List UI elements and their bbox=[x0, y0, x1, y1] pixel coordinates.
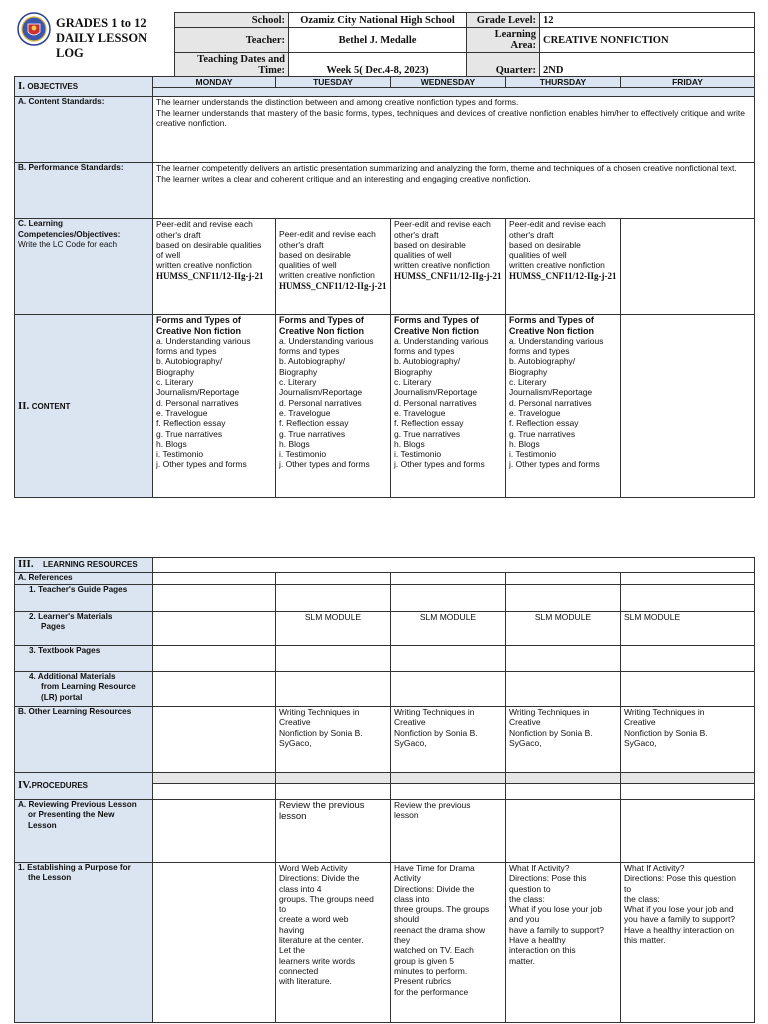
content-list-item: h. Blogs bbox=[509, 438, 540, 449]
procedure-line: What if you lose your job bbox=[509, 904, 603, 915]
procedure-line: interaction on this bbox=[509, 945, 576, 956]
resource-line: SyGaco, bbox=[624, 737, 657, 748]
content-list-item: j. Other types and forms bbox=[509, 459, 600, 470]
content-list-item: a. Understanding various bbox=[279, 335, 374, 346]
teacher-label: Teacher: bbox=[175, 28, 289, 53]
resource-line: Nonfiction by Sonia B. bbox=[279, 727, 363, 738]
resource-line: Creative bbox=[279, 717, 311, 728]
content-list-item: forms and types bbox=[394, 346, 455, 357]
grade-value: 12 bbox=[540, 13, 755, 28]
procedure-line: What If Activity? bbox=[509, 863, 570, 873]
title-line-1: GRADES 1 to 12 bbox=[56, 16, 147, 30]
content-header: II. CONTENT bbox=[15, 315, 153, 498]
module-tuesday: SLM MODULE bbox=[276, 612, 391, 646]
content-list-item: f. Reflection essay bbox=[509, 418, 579, 429]
procedure-line: to bbox=[624, 883, 632, 894]
content-list-item: b. Autobiography/ bbox=[509, 356, 576, 367]
lc-friday bbox=[621, 219, 755, 315]
content-list-item: e. Travelogue bbox=[279, 407, 331, 418]
resource-line: Nonfiction by Sonia B. bbox=[509, 727, 593, 738]
procedure-line: Let the bbox=[279, 945, 305, 956]
dates-label: Teaching Dates and Time: bbox=[175, 53, 289, 78]
content-list-item: c. Literary bbox=[279, 377, 317, 388]
lc-monday: Peer-edit and revise each other's draft based on desirable qualities of well written creative nonfiction HUMSS_CNF11/12-IIg-j-21 bbox=[153, 219, 276, 315]
content-list-item: d. Personal narratives bbox=[394, 397, 477, 408]
page-title bbox=[56, 16, 176, 61]
resource-line: SyGaco, bbox=[279, 737, 312, 748]
resources-header: III. LEARNING RESOURCES bbox=[15, 558, 153, 573]
content-list-item: b. Autobiography/ bbox=[279, 356, 346, 367]
module-wednesday: SLM MODULE bbox=[391, 612, 506, 646]
content-list-item: b. Autobiography/ bbox=[394, 356, 461, 367]
content-list-item: Journalism/Reportage bbox=[156, 387, 240, 398]
lc-tuesday: Peer-edit and revise each other's draft based on desirable qualities of well written creative nonfiction HUMSS_CNF11/12-IIg-j-21 bbox=[276, 219, 391, 315]
content-list-item: forms and types bbox=[279, 346, 340, 357]
learners-materials-label: 2. Learner's Materials Pages bbox=[15, 612, 153, 646]
content-list-item: e. Travelogue bbox=[509, 407, 561, 418]
content-list-item: f. Reflection essay bbox=[394, 418, 464, 429]
objectives-content-table bbox=[14, 76, 755, 498]
school-label: School: bbox=[175, 13, 289, 28]
content-list-item: Journalism/Reportage bbox=[509, 387, 593, 398]
teachers-guide-label: 1. Teacher's Guide Pages bbox=[15, 585, 153, 612]
procedure-line: What If Activity? bbox=[624, 863, 685, 873]
content-list-item: Journalism/Reportage bbox=[394, 387, 478, 398]
resource-line: Writing Techniques in bbox=[279, 707, 360, 717]
content-list-item: g. True narratives bbox=[279, 428, 346, 439]
content-friday bbox=[621, 315, 755, 498]
header-info-table bbox=[174, 12, 755, 78]
content-list-item: d. Personal narratives bbox=[509, 397, 592, 408]
day-monday: MONDAY bbox=[153, 77, 276, 88]
content-list-item: Biography bbox=[509, 366, 548, 377]
content-monday bbox=[153, 315, 276, 498]
procedure-line: Activity bbox=[394, 873, 421, 884]
resource-line: SyGaco, bbox=[509, 737, 542, 748]
procedure-line: for the performance bbox=[394, 986, 469, 997]
procedure-line: class into bbox=[394, 893, 430, 904]
procedure-line: the class: bbox=[509, 893, 545, 904]
purpose-tuesday bbox=[276, 863, 391, 1023]
content-list-item: i. Testimonio bbox=[156, 449, 204, 460]
content-list-item: h. Blogs bbox=[156, 438, 187, 449]
resource-line: Nonfiction by Sonia B. bbox=[394, 727, 478, 738]
teacher-value: Bethel J. Medalle bbox=[289, 28, 467, 53]
content-standards-text: The learner understands the distinction between and among creative nonfiction types and forms. The learner understands that mastery of the basic forms, types, techniques and devices of creative nonfiction enables him/her to effectively critique and write creative nonfiction. bbox=[153, 97, 755, 163]
writing-friday bbox=[621, 707, 755, 773]
reviewing-lesson-label: A. Reviewing Previous Lesson or Presenting the New Lesson bbox=[15, 800, 153, 863]
procedure-line: to bbox=[279, 904, 287, 915]
content-list-item: d. Personal narratives bbox=[156, 397, 239, 408]
content-list-item: j. Other types and forms bbox=[156, 459, 247, 470]
content-list-item: forms and types bbox=[509, 346, 570, 357]
lc-wednesday: Peer-edit and revise each other's draft based on desirable qualities of well written creative nonfiction HUMSS_CNF11/12-IIg-j-21 bbox=[391, 219, 506, 315]
procedures-header: IV.PROCEDURES bbox=[15, 773, 153, 800]
content-list-item: e. Travelogue bbox=[394, 407, 446, 418]
content-list-item: f. Reflection essay bbox=[279, 418, 349, 429]
procedure-line: having bbox=[279, 924, 305, 935]
procedure-line: reenact the drama show bbox=[394, 924, 486, 935]
content-list-item: a. Understanding various bbox=[509, 335, 604, 346]
content-list-item: g. True narratives bbox=[394, 428, 461, 439]
content-list-item: a. Understanding various bbox=[156, 335, 251, 346]
procedure-line: Present rubrics bbox=[394, 976, 452, 987]
content-list-item: e. Travelogue bbox=[156, 407, 208, 418]
procedure-line: Have a healthy interaction on bbox=[624, 924, 735, 935]
content-list-item: f. Reflection essay bbox=[156, 418, 226, 429]
content-list-item: j. Other types and forms bbox=[279, 459, 370, 470]
establishing-purpose-label: 1. Establishing a Purpose for the Lesson bbox=[15, 863, 153, 1023]
content-list-item: i. Testimonio bbox=[394, 449, 442, 460]
writing-thursday bbox=[506, 707, 621, 773]
area-label: Learning Area: bbox=[467, 28, 540, 53]
content-list-item: Biography bbox=[279, 366, 318, 377]
procedure-line: this matter. bbox=[624, 935, 666, 946]
procedure-line: What if you lose your job and bbox=[624, 904, 734, 915]
title-line-2: DAILY LESSON LOG bbox=[56, 31, 148, 60]
procedure-line: minutes to perform. bbox=[394, 965, 468, 976]
content-list-item: d. Personal narratives bbox=[279, 397, 362, 408]
content-list-item: b. Autobiography/ bbox=[156, 356, 223, 367]
deped-seal-logo bbox=[17, 12, 51, 46]
day-wednesday: WEDNESDAY bbox=[391, 77, 506, 88]
resource-line: Writing Techniques in bbox=[509, 707, 590, 717]
procedure-line: the class: bbox=[624, 893, 660, 904]
content-list-item: Biography bbox=[394, 366, 433, 377]
procedure-line: Word Web Activity bbox=[279, 863, 348, 873]
writing-tuesday bbox=[276, 707, 391, 773]
content-heading: Forms and Types of bbox=[279, 315, 364, 326]
procedure-line: group is given 5 bbox=[394, 955, 455, 966]
procedure-line: groups. The groups need bbox=[279, 893, 374, 904]
content-list-item: j. Other types and forms bbox=[394, 459, 485, 470]
content-tuesday bbox=[276, 315, 391, 498]
review-tuesday: Review the previous lesson bbox=[276, 800, 391, 863]
procedure-line: Have Time for Drama bbox=[394, 863, 475, 873]
content-list-item: Biography bbox=[156, 366, 195, 377]
content-list-item: a. Understanding various bbox=[394, 335, 489, 346]
day-friday: FRIDAY bbox=[621, 77, 755, 88]
resource-line: Writing Techniques in bbox=[394, 707, 475, 717]
procedure-line: Have a healthy bbox=[509, 935, 566, 946]
resource-line: Creative bbox=[624, 717, 656, 728]
grade-label: Grade Level: bbox=[467, 13, 540, 28]
lc-thursday: Peer-edit and revise each other's draft based on desirable qualities of well written creative nonfiction HUMSS_CNF11/12-IIg-j-21 bbox=[506, 219, 621, 315]
procedure-line: watched on TV. Each bbox=[394, 945, 474, 956]
resource-line: Writing Techniques in bbox=[624, 707, 705, 717]
quarter-label: Quarter: bbox=[467, 53, 540, 78]
procedure-line: learners write words bbox=[279, 955, 356, 966]
content-list-item: g. True narratives bbox=[156, 428, 223, 439]
procedure-line: they bbox=[394, 935, 411, 946]
procedure-line: Directions: Pose this question bbox=[624, 873, 736, 884]
performance-standards-text: The learner competently delivers an artistic presentation summarizing and analyzing the form, theme and techniques of a chosen creative nonfictional text. The learner writes a clear and coherent critique and an interesting and engaging creative nonfiction. bbox=[153, 163, 755, 219]
procedure-line: connected bbox=[279, 965, 319, 976]
procedure-line: Directions: Pose this bbox=[509, 873, 587, 884]
module-friday: SLM MODULE bbox=[621, 612, 755, 646]
content-wednesday bbox=[391, 315, 506, 498]
procedure-line: create a word web bbox=[279, 914, 349, 925]
content-standards-label: A. Content Standards: bbox=[15, 97, 153, 163]
textbook-label: 3. Textbook Pages bbox=[15, 646, 153, 672]
procedure-line: matter. bbox=[509, 955, 535, 966]
content-list-item: h. Blogs bbox=[394, 438, 425, 449]
procedure-line: question to bbox=[509, 883, 551, 894]
content-list-item: g. True narratives bbox=[509, 428, 576, 439]
resource-line: Nonfiction by Sonia B. bbox=[624, 727, 708, 738]
procedure-line: you have a family to support? bbox=[624, 914, 736, 925]
additional-materials-label: 4. Additional Materials from Learning Resource (LR) portal bbox=[15, 672, 153, 707]
purpose-thursday bbox=[506, 863, 621, 1023]
content-list-item: c. Literary bbox=[509, 377, 547, 388]
content-heading: Creative Non fiction bbox=[509, 325, 595, 336]
content-list-item: Journalism/Reportage bbox=[279, 387, 363, 398]
content-heading: Forms and Types of bbox=[394, 315, 479, 326]
performance-standards-label: B. Performance Standards: bbox=[15, 163, 153, 219]
module-thursday: SLM MODULE bbox=[506, 612, 621, 646]
content-heading: Forms and Types of bbox=[156, 315, 241, 326]
content-heading: Forms and Types of bbox=[509, 315, 594, 326]
content-list-item: i. Testimonio bbox=[279, 449, 327, 460]
procedure-line: have a family to support? bbox=[509, 924, 604, 935]
procedure-line: literature at the center. bbox=[279, 935, 364, 946]
quarter-value: 2ND bbox=[540, 53, 755, 78]
content-heading: Creative Non fiction bbox=[394, 325, 480, 336]
resource-line: SyGaco, bbox=[394, 737, 427, 748]
procedure-line: should bbox=[394, 914, 420, 925]
content-heading: Creative Non fiction bbox=[156, 325, 242, 336]
content-list-item: forms and types bbox=[156, 346, 217, 357]
day-thursday: THURSDAY bbox=[506, 77, 621, 88]
purpose-friday bbox=[621, 863, 755, 1023]
references-label: A. References bbox=[15, 573, 153, 585]
content-list-item: c. Literary bbox=[156, 377, 194, 388]
learning-competencies-label: C. Learning Competencies/Objectives: Write the LC Code for each bbox=[15, 219, 153, 315]
other-resources-label: B. Other Learning Resources bbox=[15, 707, 153, 773]
review-wednesday: Review the previous lesson bbox=[391, 800, 506, 863]
resources-procedures-table bbox=[14, 557, 755, 1023]
resource-line: Creative bbox=[394, 717, 426, 728]
procedure-line: with literature. bbox=[279, 976, 332, 987]
purpose-wednesday bbox=[391, 863, 506, 1023]
writing-wednesday bbox=[391, 707, 506, 773]
area-value: CREATIVE NONFICTION bbox=[540, 28, 755, 53]
procedure-line: Directions: Divide the bbox=[279, 873, 360, 884]
content-list-item: i. Testimonio bbox=[509, 449, 557, 460]
school-value: Ozamiz City National High School bbox=[289, 13, 467, 28]
objectives-header: I. OBJECTIVES bbox=[15, 77, 153, 97]
procedure-line: Directions: Divide the bbox=[394, 883, 475, 894]
content-thursday bbox=[506, 315, 621, 498]
dates-value: Week 5( Dec.4-8, 2023) bbox=[289, 53, 467, 78]
resource-line: Creative bbox=[509, 717, 541, 728]
content-list-item: c. Literary bbox=[394, 377, 432, 388]
procedure-line: class into 4 bbox=[279, 883, 322, 894]
content-list-item: h. Blogs bbox=[279, 438, 310, 449]
content-heading: Creative Non fiction bbox=[279, 325, 365, 336]
procedure-line: three groups. The groups bbox=[394, 904, 490, 915]
day-tuesday: TUESDAY bbox=[276, 77, 391, 88]
procedure-line: and you bbox=[509, 914, 540, 925]
